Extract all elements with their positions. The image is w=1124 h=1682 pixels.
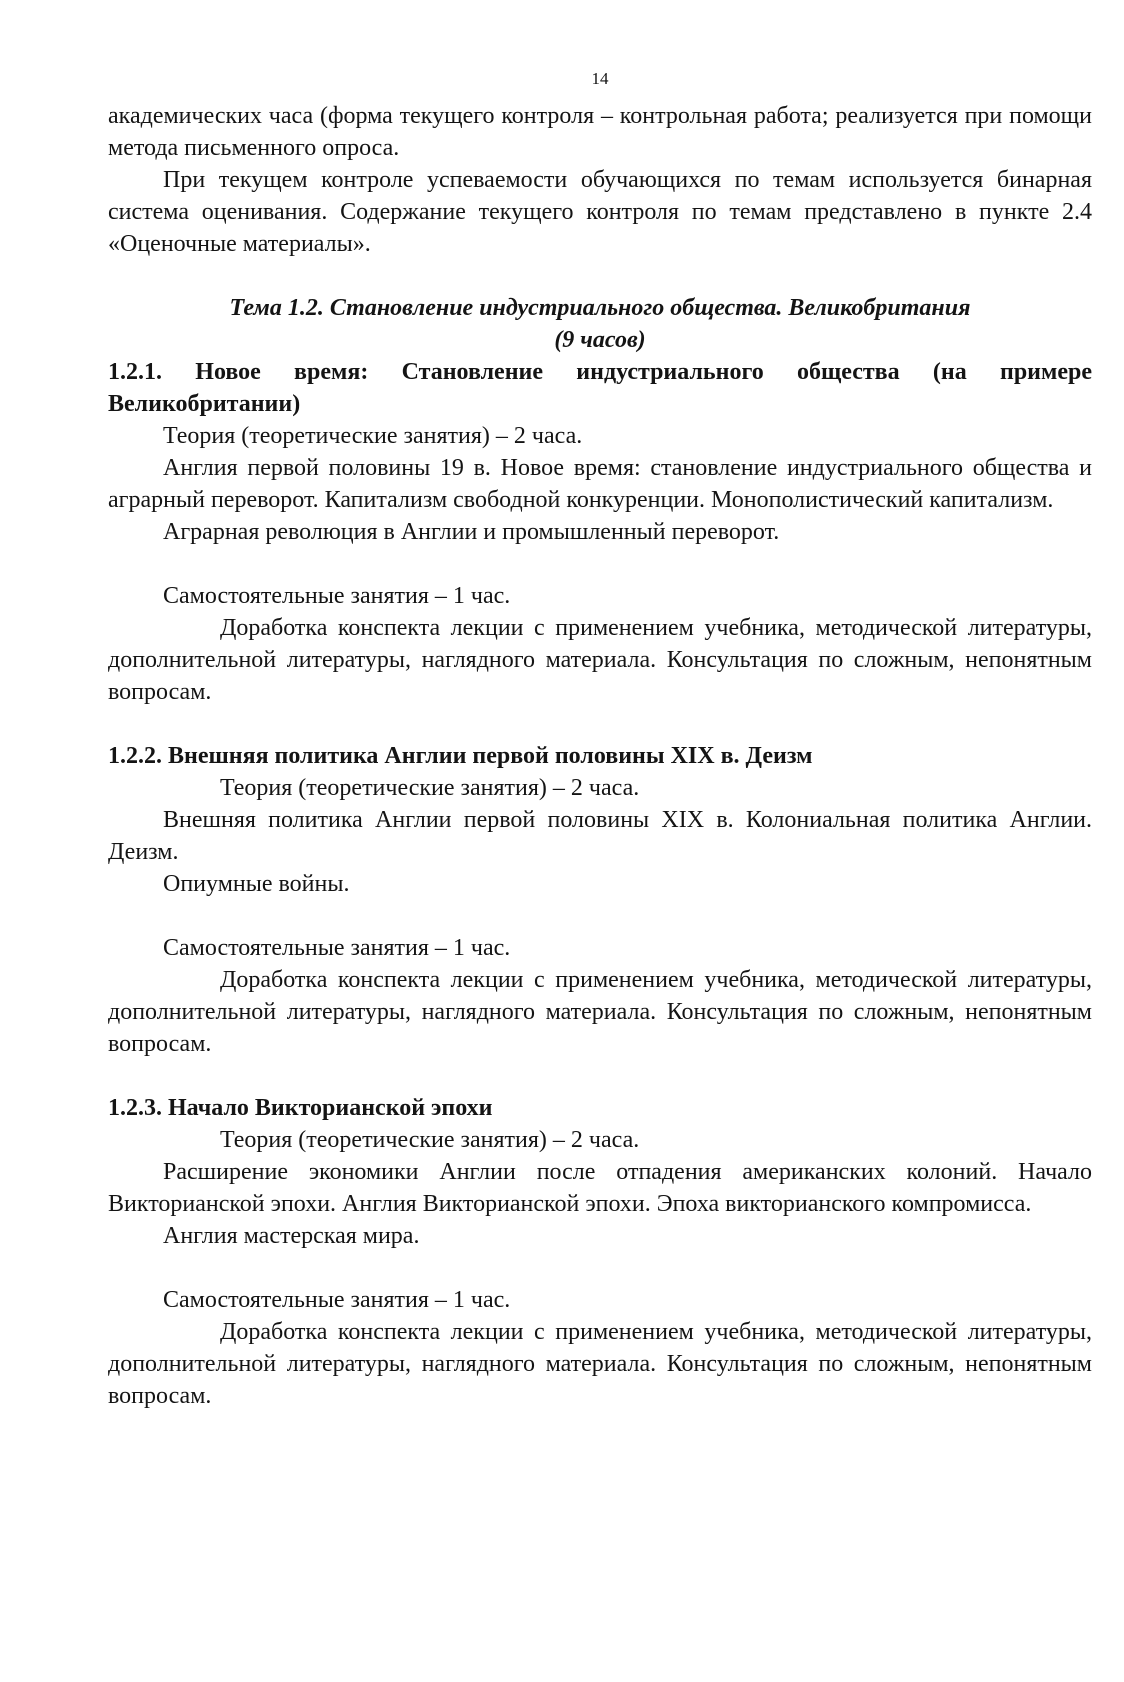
spacer	[108, 548, 1092, 580]
section-self-study: Самостоятельные занятия – 1 час.	[163, 1287, 511, 1313]
intro-paragraph-2: При текущем контроле успеваемости обучающихся по темам используется бинарная система оценивания. Содержание текущего контроля по темам представлено в пункте 2.4 «Оценочные материалы».	[108, 167, 1092, 257]
section-heading: 1.2.1. Новое время: Становление индустриального общества (на примере Великобритании)	[108, 359, 1092, 417]
spacer	[108, 260, 1092, 292]
page-number: 14	[591, 69, 609, 88]
section-content: Расширение экономики Англии после отпадения американских колоний. Начало Викторианской эпохи. Англия Викторианской эпохи. Эпоха викторианского компромисса.	[108, 1159, 1092, 1217]
theme-title: Тема 1.2. Становление индустриального общества. Великобритания	[229, 295, 971, 321]
spacer	[108, 900, 1092, 932]
section-theory: Теория (теоретические занятия) – 2 часа.	[220, 775, 640, 801]
section-content: Внешняя политика Англии первой половины XIX в. Колониальная политика Англии. Деизм.	[108, 807, 1092, 865]
section-content-extra: Аграрная революция в Англии и промышленный переворот.	[163, 519, 780, 545]
section-content-extra: Англия мастерская мира.	[163, 1223, 420, 1249]
intro-paragraph-1: академических часа (форма текущего контроля – контрольная работа; реализуется при помощи метода письменного опроса.	[108, 103, 1092, 161]
section-self-study-text: Доработка конспекта лекции с применением учебника, методической литературы, дополнительной литературы, наглядного материала. Консультация по сложным, непонятным вопросам.	[108, 615, 1092, 705]
spacer	[108, 1252, 1092, 1284]
section-heading: 1.2.3. Начало Викторианской эпохи	[108, 1095, 493, 1121]
section-self-study-text: Доработка конспекта лекции с применением учебника, методической литературы, дополнительной литературы, наглядного материала. Консультация по сложным, непонятным вопросам.	[108, 967, 1092, 1057]
section-theory: Теория (теоретические занятия) – 2 часа.	[163, 423, 583, 449]
spacer	[108, 708, 1092, 740]
section-self-study-text: Доработка конспекта лекции с применением учебника, методической литературы, дополнительной литературы, наглядного материала. Консультация по сложным, непонятным вопросам.	[108, 1319, 1092, 1409]
theme-hours: (9 часов)	[554, 327, 646, 353]
section-self-study: Самостоятельные занятия – 1 час.	[163, 583, 511, 609]
section-content-extra: Опиумные войны.	[163, 871, 350, 897]
section-self-study: Самостоятельные занятия – 1 час.	[163, 935, 511, 961]
section-content: Англия первой половины 19 в. Новое время: становление индустриального общества и аграрный переворот. Капитализм свободной конкуренции. Монополистический капитализм.	[108, 455, 1092, 513]
spacer	[108, 1060, 1092, 1092]
section-theory: Теория (теоретические занятия) – 2 часа.	[220, 1127, 640, 1153]
section-heading: 1.2.2. Внешняя политика Англии первой половины XIX в. Деизм	[108, 743, 813, 769]
